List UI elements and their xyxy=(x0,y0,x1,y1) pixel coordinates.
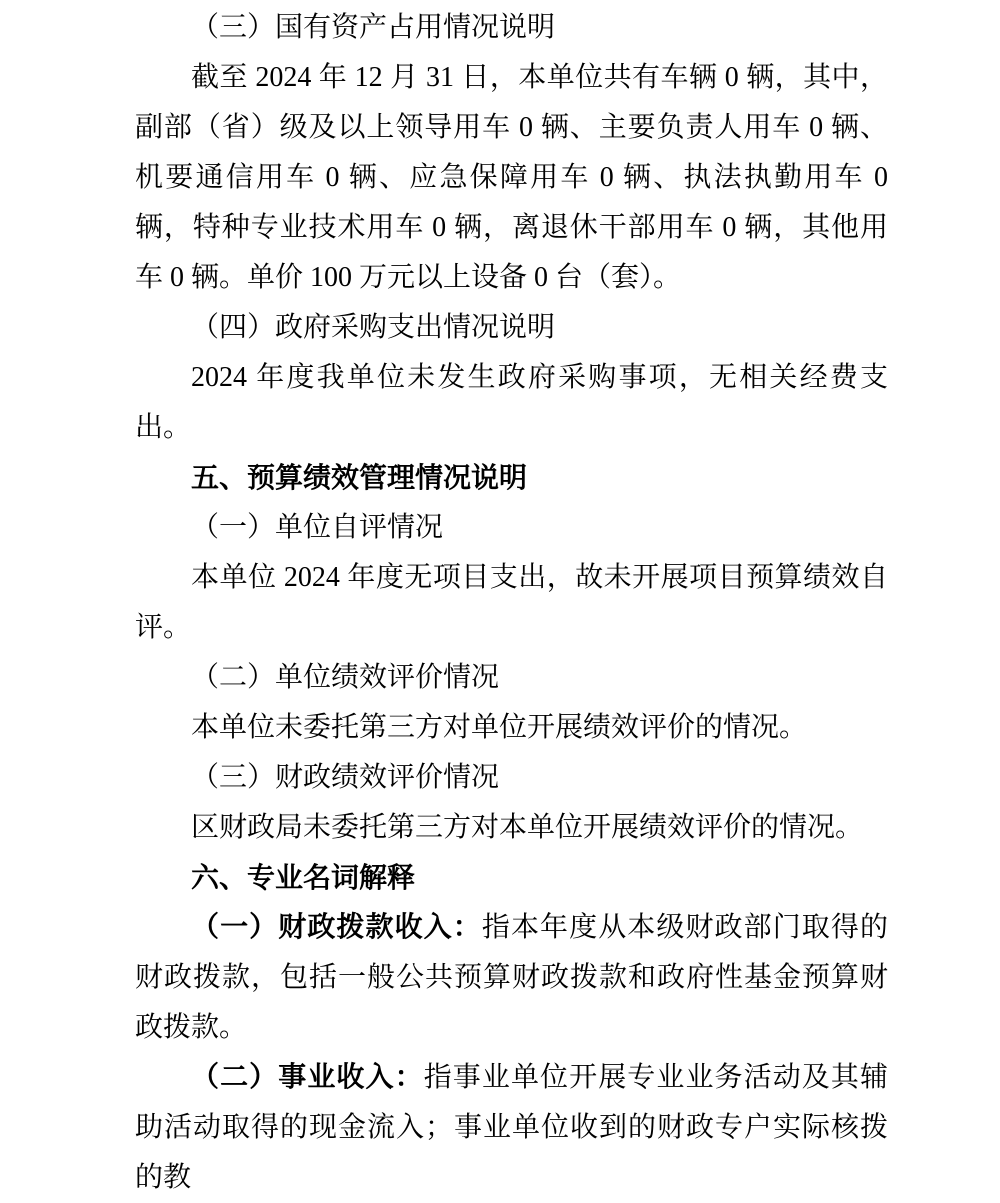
paragraph-definition-operating-income xyxy=(135,1053,888,1203)
chapter-heading-terminology: 六、专业名词解释 xyxy=(191,862,416,893)
term-operating-income: （二）事业收入： xyxy=(191,1062,424,1093)
definition-fiscal-appropriation-income: 指本年度从本级财政部门取得的财政拨款，包括一般公共预算财政拨款和政府性基金预算财政拨款。 xyxy=(135,912,888,1043)
chapter-heading-budget-performance: 五、预算绩效管理情况说明 xyxy=(191,462,528,493)
section-heading-unit-performance-evaluation: （二）单位绩效评价情况 xyxy=(191,662,500,693)
section-heading-fiscal-performance-evaluation: （三）财政绩效评价情况 xyxy=(191,762,500,793)
paragraph-self-evaluation-statement: 本单位 2024 年度无项目支出，故未开展项目预算绩效自评。 xyxy=(135,562,888,643)
paragraph-vehicle-and-equipment: 截至 2024 年 12 月 31 日，本单位共有车辆 0 辆，其中，副部（省）级及以上领导用车 0 辆、主要负责人用车 0 辆、机要通信用车 0 辆、应急保障用车 0 辆、执法执勤用车 0 辆，特种专业技术用车 0 辆，离退休干部用车 0 辆，其他用车 0 辆。单价 100 万元以上设备 0 台（套）。 xyxy=(135,62,888,293)
term-fiscal-appropriation-income: （一）财政拨款收入： xyxy=(191,912,482,943)
section-heading-state-assets-usage: （三）国有资产占用情况说明 xyxy=(191,12,556,43)
paragraph-unit-performance-statement: 本单位未委托第三方对单位开展绩效评价的情况。 xyxy=(191,712,808,743)
definition-operating-income: 指事业单位开展专业业务活动及其辅助活动取得的现金流入；事业单位收到的财政专户实际核拨的教 xyxy=(135,1062,888,1193)
paragraph-definition-fiscal-appropriation-income xyxy=(135,903,888,1053)
paragraph-procurement-statement: 2024 年度我单位未发生政府采购事项，无相关经费支出。 xyxy=(135,362,888,443)
paragraph-fiscal-performance-statement: 区财政局未委托第三方对本单位开展绩效评价的情况。 xyxy=(191,812,864,843)
section-heading-government-procurement: （四）政府采购支出情况说明 xyxy=(191,312,556,343)
section-heading-self-evaluation: （一）单位自评情况 xyxy=(191,512,444,543)
